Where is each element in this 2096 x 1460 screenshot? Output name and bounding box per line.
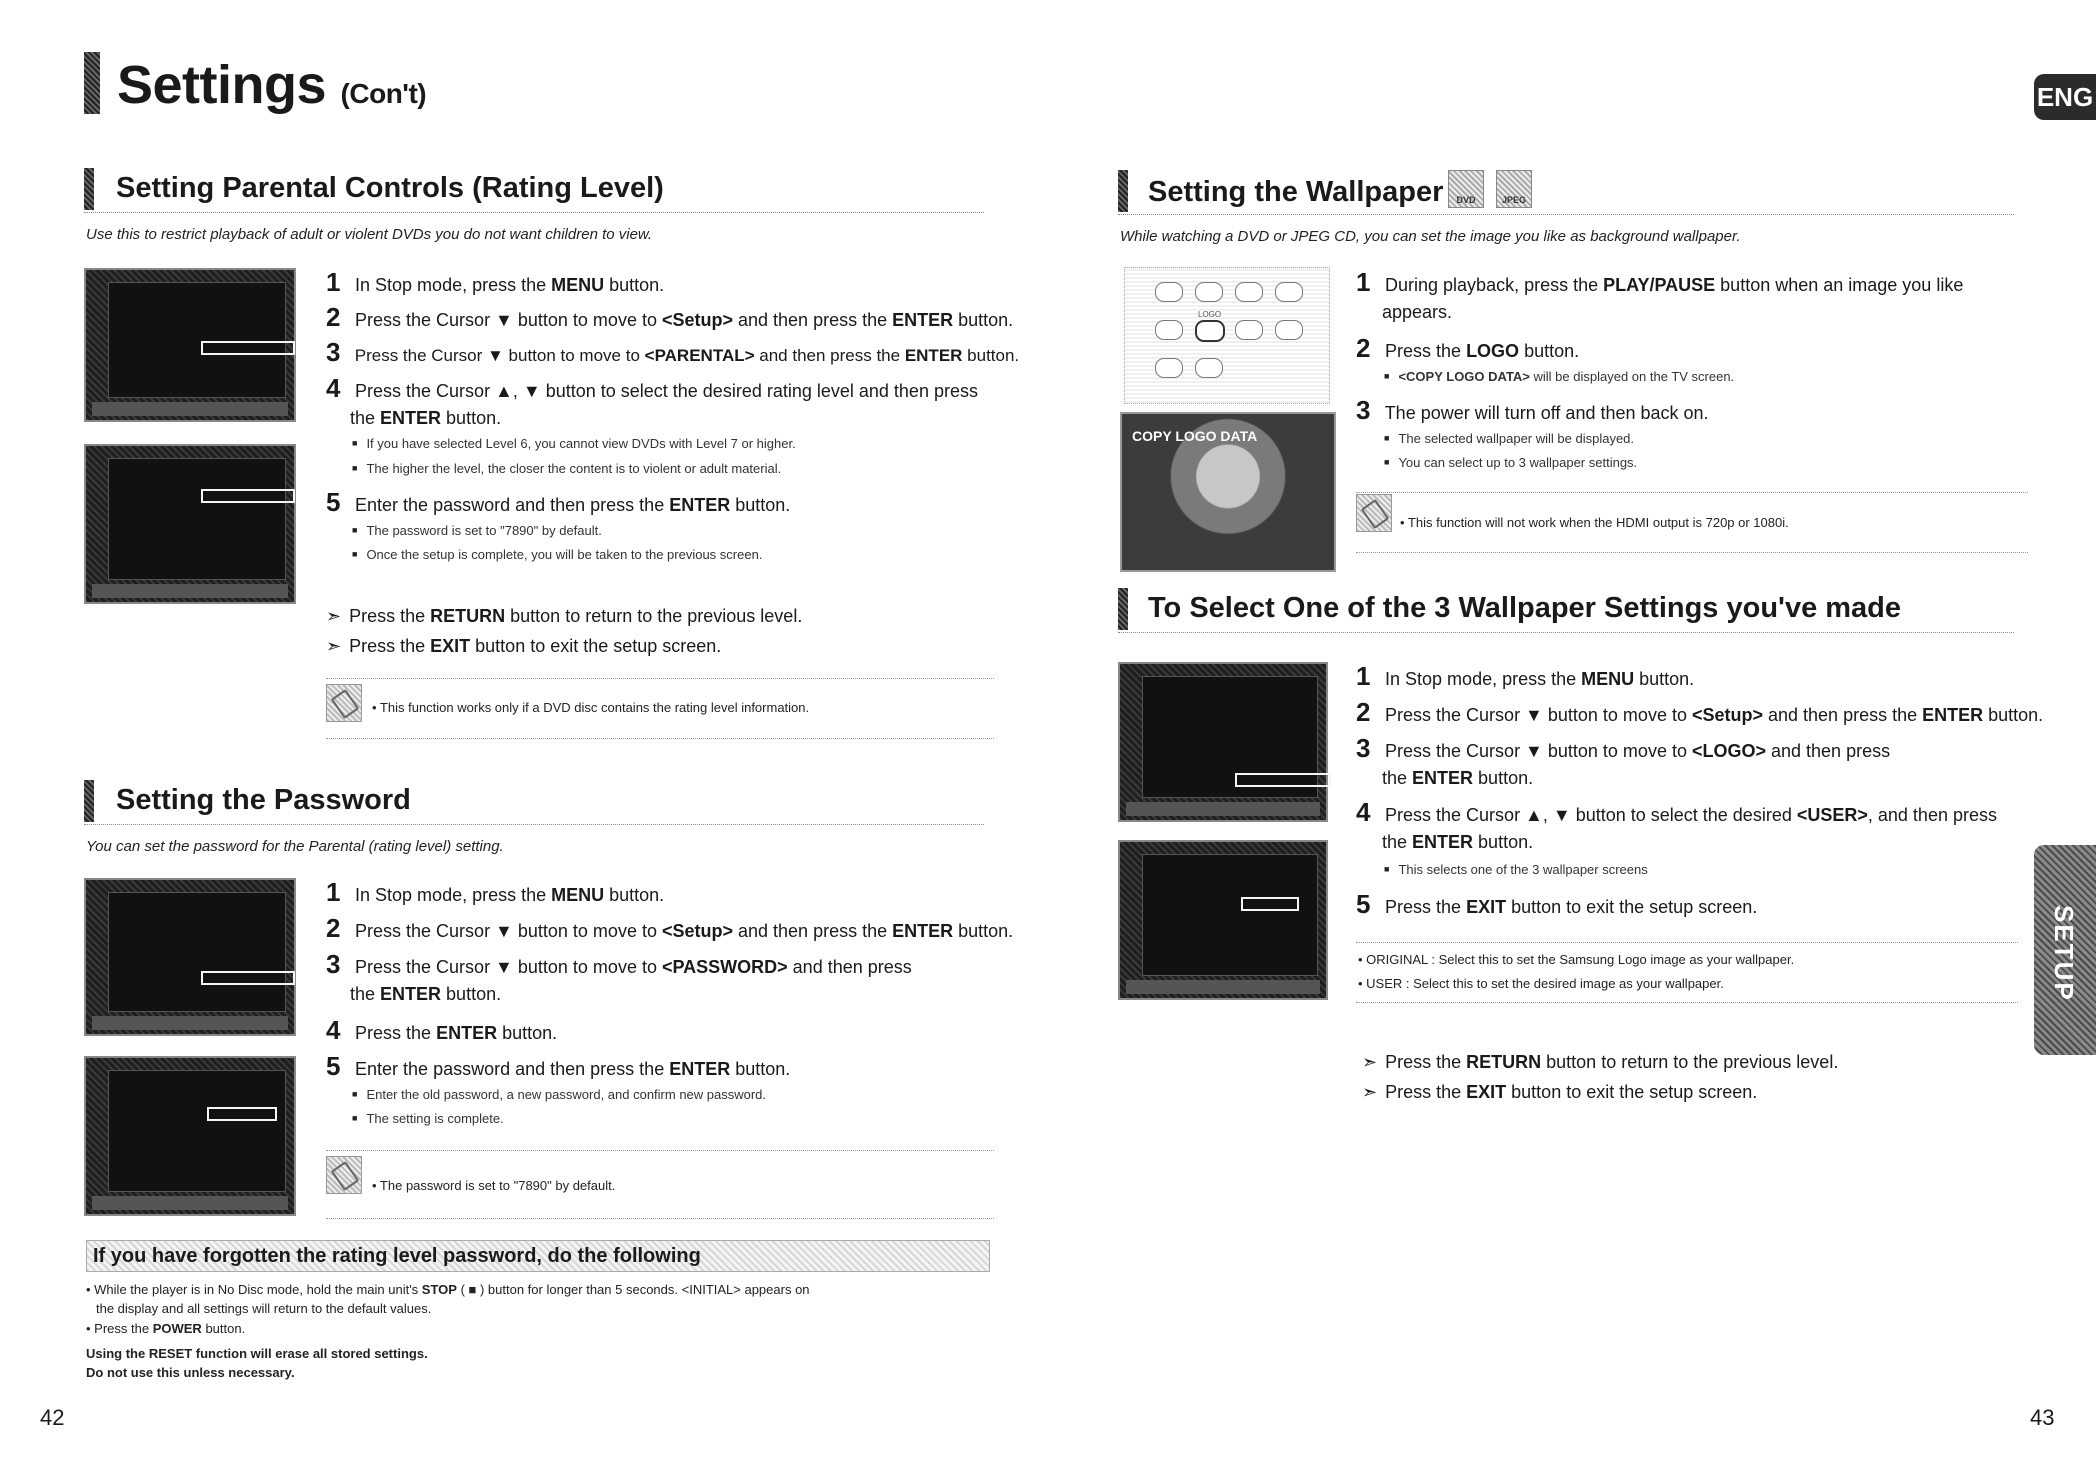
note-rule [326, 678, 994, 679]
note-pencil-icon [1356, 494, 1392, 532]
note-pencil-icon [326, 1156, 362, 1194]
setup-side-tab: SETUP [2034, 845, 2096, 1055]
menu-screenshot-setup [84, 268, 296, 422]
parental-step-5-bullet: ■ The password is set to "7890" by default. [352, 523, 602, 538]
tip-exit: ➣ Press the EXIT button to exit the setup screen. [326, 636, 722, 656]
section-rule [84, 212, 984, 213]
wallpaper-note: • This function will not work when the HDMI output is 720p or 1080i. [1400, 515, 1789, 530]
section-title-wallpaper: Setting the Wallpaper [1148, 176, 1444, 208]
select-step-1: 1 In Stop mode, press the MENU button. [1356, 661, 1695, 691]
parental-step-4-bullet: ■ The higher the level, the closer the content is to violent or adult material. [352, 461, 781, 476]
note-rule [1356, 492, 2028, 493]
select-step-4-bullet: ■ This selects one of the 3 wallpaper screens [1384, 862, 1648, 877]
dvd-disc-icon: DVD [1448, 170, 1484, 208]
original-note: • ORIGINAL : Select this to set the Samsung Logo image as your wallpaper. [1358, 952, 1795, 967]
password-step-2: 2 Press the Cursor ▼ button to move to <Setup> and then press the ENTER button. [326, 913, 1014, 943]
menu-screenshot-logo [1118, 840, 1328, 1000]
section-title-select-wallpaper: To Select One of the 3 Wallpaper Settings you've made [1148, 592, 1902, 624]
remote-control-illustration: LOGO [1124, 267, 1330, 404]
password-note: • The password is set to "7890" by default. [372, 1178, 616, 1193]
select-step-2: 2 Press the Cursor ▼ button to move to <Setup> and then press the ENTER button. [1356, 697, 2044, 727]
section-rule [1118, 214, 2014, 215]
password-step-5-bullet: ■ Enter the old password, a new password, and confirm new password. [352, 1087, 766, 1102]
menu-screenshot-setup [84, 878, 296, 1036]
forgot-instruction-2: • Press the POWER button. [86, 1321, 246, 1336]
note-rule [326, 1150, 994, 1151]
parental-step-5: 5 Enter the password and then press the ENTER button. [326, 487, 791, 517]
password-step-3: 3 Press the Cursor ▼ button to move to <PASSWORD> and then press [326, 949, 912, 979]
section-subtitle-wallpaper: While watching a DVD or JPEG CD, you can set the image you like as background wallpaper. [1120, 228, 1741, 245]
forgot-password-banner: If you have forgotten the rating level password, do the following [86, 1240, 990, 1272]
tip-return: ➣ Press the RETURN button to return to the previous level. [1362, 1052, 1839, 1072]
section-mark [84, 168, 94, 210]
section-rule [1118, 632, 2014, 633]
note-pencil-icon [326, 684, 362, 722]
jpeg-disc-icon: JPEG [1496, 170, 1532, 208]
language-tab: ENG [2034, 74, 2096, 120]
parental-step-3: 3 Press the Cursor ▼ button to move to <PARENTAL> and then press the ENTER button. [326, 337, 1020, 367]
password-step-3-cont: the ENTER button. [350, 984, 502, 1004]
note-rule [1356, 942, 2018, 943]
section-mark [1118, 588, 1128, 630]
forgot-instruction-1-cont: the display and all settings will return to the default values. [96, 1301, 432, 1316]
wallpaper-photo: COPY LOGO DATA [1120, 412, 1336, 572]
tip-return: ➣ Press the RETURN button to return to the previous level. [326, 606, 803, 626]
reset-warning-2: Do not use this unless necessary. [86, 1365, 295, 1380]
section-mark [84, 780, 94, 822]
user-note: • USER : Select this to set the desired image as your wallpaper. [1358, 976, 1724, 991]
forgot-instruction-1: • While the player is in No Disc mode, hold the main unit's STOP ( ■ ) button for longer than 5 seconds. <INITIAL> appears on [86, 1282, 810, 1297]
parental-step-4: 4 Press the Cursor ▲, ▼ button to select the desired rating level and then press [326, 373, 978, 403]
menu-screenshot-password [84, 1056, 296, 1216]
parental-step-2: 2 Press the Cursor ▼ button to move to <Setup> and then press the ENTER button. [326, 302, 1014, 332]
select-step-3: 3 Press the Cursor ▼ button to move to <LOGO> and then press [1356, 733, 1891, 763]
wallpaper-step-2-bullet: ■ <COPY LOGO DATA> will be displayed on the TV screen. [1384, 369, 1734, 384]
password-step-5: 5 Enter the password and then press the ENTER button. [326, 1051, 791, 1081]
password-step-5-bullet: ■ The setting is complete. [352, 1111, 504, 1126]
note-rule [326, 738, 994, 739]
tip-exit: ➣ Press the EXIT button to exit the setup screen. [1362, 1082, 1758, 1102]
select-step-4: 4 Press the Cursor ▲, ▼ button to select the desired <USER>, and then press [1356, 797, 1997, 827]
page-title: Settings (Con't) [117, 55, 427, 115]
menu-screenshot-setup [1118, 662, 1328, 822]
password-step-4: 4 Press the ENTER button. [326, 1015, 558, 1045]
note-rule [326, 1218, 994, 1219]
select-step-4-cont: the ENTER button. [1382, 832, 1534, 852]
section-title-parental: Setting Parental Controls (Rating Level) [116, 172, 664, 204]
wallpaper-step-1-cont: appears. [1382, 302, 1453, 322]
wallpaper-step-3: 3 The power will turn off and then back on. [1356, 395, 1709, 425]
parental-note: • This function works only if a DVD disc contains the rating level information. [372, 700, 810, 715]
select-step-5: 5 Press the EXIT button to exit the setup screen. [1356, 889, 1758, 919]
wallpaper-step-2: 2 Press the LOGO button. [1356, 333, 1580, 363]
section-subtitle-parental: Use this to restrict playback of adult or violent DVDs you do not want children to view. [86, 226, 653, 243]
title-bar-mark [84, 52, 100, 114]
note-rule [1356, 1002, 2018, 1003]
wallpaper-step-1: 1 During playback, press the PLAY/PAUSE button when an image you like [1356, 267, 1964, 297]
parental-step-4-bullet: ■ If you have selected Level 6, you cannot view DVDs with Level 7 or higher. [352, 436, 796, 451]
parental-step-1: 1 In Stop mode, press the MENU button. [326, 267, 665, 297]
section-mark [1118, 170, 1128, 212]
select-step-3-cont: the ENTER button. [1382, 768, 1534, 788]
parental-step-4-cont: the ENTER button. [350, 408, 502, 428]
logo-button-icon [1195, 320, 1225, 342]
wallpaper-step-3-bullet: ■ The selected wallpaper will be displayed. [1384, 431, 1634, 446]
section-rule [84, 824, 984, 825]
password-step-1: 1 In Stop mode, press the MENU button. [326, 877, 665, 907]
parental-step-5-bullet: ■ Once the setup is complete, you will be taken to the previous screen. [352, 547, 762, 562]
section-subtitle-password: You can set the password for the Parental (rating level) setting. [86, 838, 504, 855]
menu-screenshot-parental [84, 444, 296, 604]
page-number-right: 43 [2030, 1405, 2055, 1430]
reset-warning-1: Using the RESET function will erase all stored settings. [86, 1346, 428, 1361]
page-number-left: 42 [40, 1405, 65, 1430]
section-title-password: Setting the Password [116, 784, 411, 816]
note-rule [1356, 552, 2028, 553]
wallpaper-step-3-bullet: ■ You can select up to 3 wallpaper settings. [1384, 455, 1637, 470]
